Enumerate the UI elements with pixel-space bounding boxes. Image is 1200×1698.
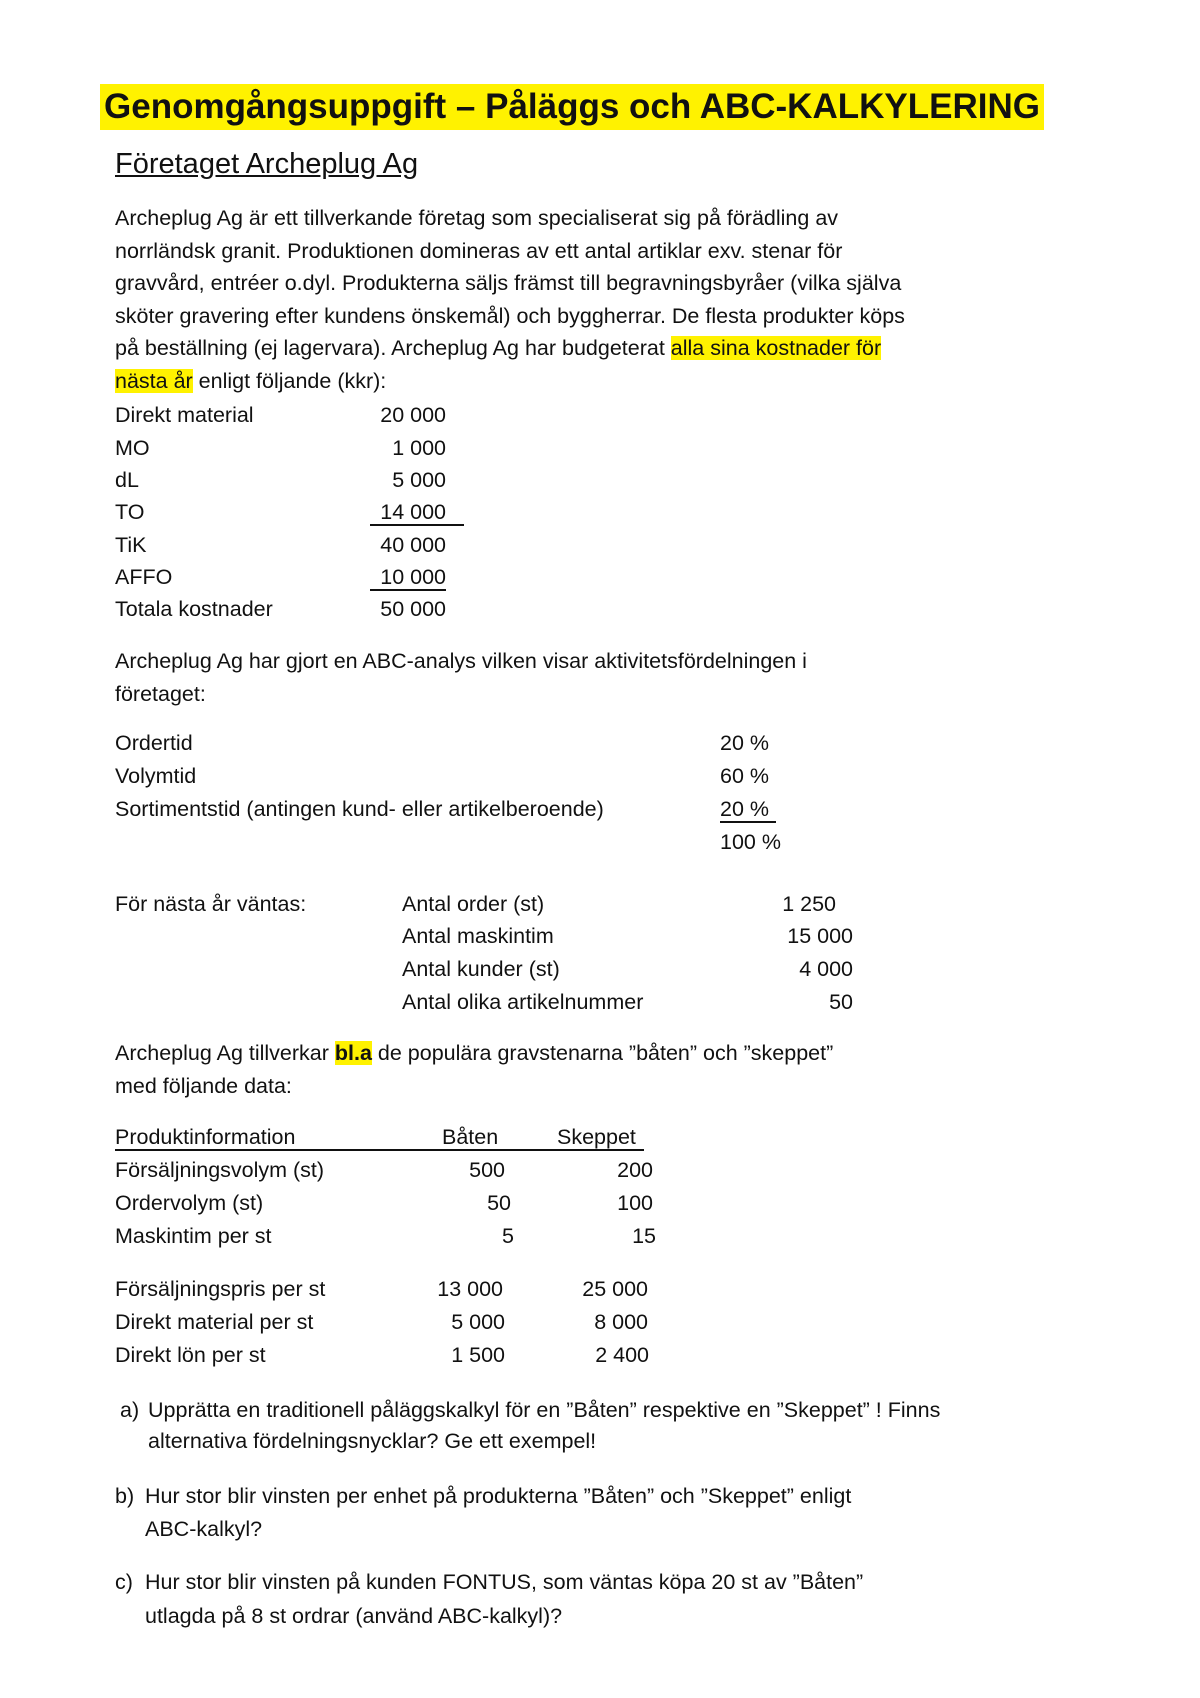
cost-value: 5 000 [392,468,446,492]
table-cell: 100 [617,1191,653,1215]
expected-label: Antal kunder (st) [402,957,560,981]
cost-value: 10 000 [380,565,446,589]
products-intro-line [115,1037,1075,1070]
activity-value: 20 % [720,731,770,755]
cost-label: dL [115,468,139,492]
table-cell: 1 500 [451,1343,505,1367]
expected-label: Antal order (st) [402,892,545,916]
expected-value: 50 [829,990,853,1014]
cost-value: 20 000 [380,403,446,427]
cost-value: 14 000 [380,500,446,524]
intro-line [115,365,1075,398]
question-text: Upprätta en traditionell påläggskalkyl för en ”Båten” respektive en ”Skeppet” ! Finns [148,1398,941,1422]
question-text: utlagda på 8 st ordrar (använd ABC-kalkyl)? [145,1604,563,1628]
cost-value: 1 000 [392,436,446,460]
table-cell: Ordervolym (st) [115,1191,264,1215]
table-cell: 25 000 [582,1277,648,1301]
question-text: alternativa fördelningsnycklar? Ge ett exempel! [148,1429,597,1453]
intro-line [115,332,1075,365]
table-cell: Försäljningspris per st [115,1277,326,1301]
question-text: Hur stor blir vinsten per enhet på produkterna ”Båten” och ”Skeppet” enligt [145,1484,852,1508]
abc-intro-line: Archeplug Ag har gjort en ABC-analys vilken visar aktivitetsfördelningen i [115,649,807,673]
activity-label: Volymtid [115,764,197,788]
table-cell: 13 000 [437,1277,503,1301]
intro-line: Archeplug Ag är ett tillverkande företag som specialiserat sig på förädling av [115,206,839,230]
cost-label: TiK [115,533,147,557]
question-marker: b) [115,1484,135,1508]
intro-text: på beställning (ej lagervara). Archeplug Ag har budgeterat [115,336,671,360]
activity-value: 20 % [720,797,770,821]
subtotal-rule [370,524,464,526]
intro-line: norrländsk granit. Produktionen domineras av ett antal artiklar exv. stenar för [115,238,843,263]
question-text: Hur stor blir vinsten på kunden FONTUS, som väntas köpa 20 st av ”Båten” [145,1570,864,1594]
expected-label: Antal maskintim [402,924,554,948]
cost-value: 50 000 [380,597,446,621]
table-cell: 2 400 [595,1343,649,1367]
abc-intro-line: företaget: [115,681,206,706]
subtotal-rule [370,589,446,591]
cost-label: AFFO [115,565,173,589]
products-intro-paragraph [115,1037,1075,1102]
table-cell: 50 [487,1191,511,1215]
highlighted-text: alla sina kostnader för [670,336,882,360]
expected-heading: För nästa år väntas: [115,892,307,916]
question-marker: a) [120,1398,140,1422]
cost-label: TO [115,500,145,524]
intro-paragraph [115,202,1075,397]
intro-line: gravvård, entréer o.dyl. Produkterna säljs främst till begravningsbyråer (vilka själva [115,271,902,295]
intro-text: enligt följande (kkr): [192,368,387,393]
products-intro-line: med följande data: [115,1073,292,1098]
cost-label: Direkt material [115,403,254,427]
abc-intro-paragraph [115,645,1075,710]
expected-label: Antal olika artikelnummer [402,990,644,1014]
table-cell: Försäljningsvolym (st) [115,1158,325,1182]
products-intro-text: de populära gravstenarna ”båten” och ”skeppet” [371,1041,834,1065]
table-cell: 15 [632,1224,656,1248]
highlighted-text: nästa år [115,368,193,393]
products-intro-text: Archeplug Ag tillverkar [115,1041,335,1065]
table-cell: 5 000 [451,1310,505,1334]
question-text: ABC-kalkyl? [145,1517,263,1541]
activity-label: Ordertid [115,731,193,755]
table-cell: Maskintim per st [115,1224,272,1248]
activity-value: 60 % [720,764,770,788]
cost-value: 40 000 [380,533,446,557]
table-cell: 200 [617,1158,653,1182]
table-header: Båten [442,1125,499,1149]
table-cell: 8 000 [594,1310,648,1334]
intro-line: sköter gravering efter kundens önskemål) och byggherrar. De flesta produkter köps [115,303,905,328]
cost-label: MO [115,436,150,460]
table-cell: Direkt material per st [115,1310,314,1334]
expected-value: 15 000 [787,924,853,948]
subtotal-rule [720,821,776,823]
table-cell: Direkt lön per st [115,1343,266,1367]
highlighted-text: bl.a [334,1041,372,1065]
question-marker: c) [115,1570,133,1594]
expected-value: 1 250 [782,892,836,916]
table-header: Produktinformation [115,1125,296,1149]
cost-label: Totala kostnader [115,597,273,621]
activity-total: 100 % [720,830,781,854]
expected-value: 4 000 [799,957,853,981]
company-heading: Företaget Archeplug Ag [115,148,419,180]
table-header: Skeppet [557,1125,636,1149]
table-cell: 500 [469,1158,505,1182]
document-title: Genomgångsuppgift – Påläggs och ABC-KALKYLERING [100,84,1044,130]
activity-label: Sortimentstid (antingen kund- eller artikelberoende) [115,797,604,821]
header-rule [115,1149,644,1151]
table-cell: 5 [502,1224,514,1248]
